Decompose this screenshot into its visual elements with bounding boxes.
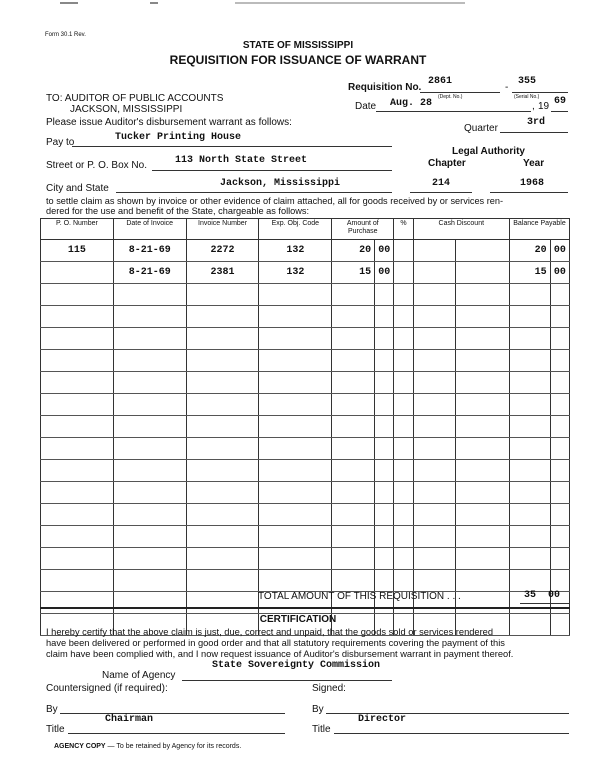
legal-authority-heading: Legal Authority [452,146,525,157]
agency-label: Name of Agency [102,670,176,681]
scan-mark [60,2,78,4]
date-cell: 8-21-69 [113,262,186,284]
scan-mark [235,2,465,4]
table-row [41,394,570,416]
cash-discount-header: Cash Discount [413,219,509,240]
right-title-value: Director [358,714,407,725]
city-value: Jackson, Mississippi [220,178,341,189]
pct-header: % [394,219,413,240]
exp-code-header: Exp. Obj. Code [259,219,332,240]
pay-to-value: Tucker Printing House [115,132,242,143]
year-line [551,111,568,112]
serial-no-caption: (Serial No.) [514,94,540,100]
certification-line-1: I hereby certify that the above claim is just, due, correct and unpaid, that the goods sold or services rendered [46,627,494,637]
amount-dollars-cell: 15 [332,262,375,284]
dept-no-line [420,92,500,93]
table-row [41,438,570,460]
state-title: STATE OF MISSISSIPPI [242,40,354,51]
po-number-header: P. O. Number [41,219,114,240]
authority-year-value: 1968 [520,178,545,189]
table-row [41,284,570,306]
balance-cents-cell: 00 [550,240,569,262]
settle-text-2: dered for the use and benefit of the State, chargeable as follows: [46,206,310,216]
title-label-right: Title [312,724,331,735]
to-auditor: TO: AUDITOR OF PUBLIC ACCOUNTS [46,93,224,104]
date-line [376,111,531,112]
form-number: Form 30.1 Rev. [45,32,86,38]
date-cell: 8-21-69 [113,240,186,262]
requisition-form-page: Form 30.1 Rev. STATE OF MISSISSIPPI REQUISITION FOR ISSUANCE OF WARRANT Requisition No. 2861 - 355 (Dept. No.) (Serial No.) TO: AUDITOR OF PUBLIC ACCOUNTS JACKSON, MISSISSIPPI Please issue Auditor's disbursement warrant as follows: Date Aug. 28 , 19 69 Quarter 3rd Pay to Tucker Printing House Legal Authority Chapter Year Street or P. O. Box No. 113 North State Street City and State Jackson, Mississippi 214 1968 to settle claim as shown by invoice or other evidence of claim attached, all for goods received by or services ren- dered for the use and benefit of the State, chargeable as follows: P. O. Number Date of Invoice Invoice Number Exp. Obj. Code Amount of Purchase % Cash Discount Balance Payable 115 8-21-69 2272 132 20 00 20 00 8-21-69 2381 132 15 00 15 00 TOTAL AMOUNT OF THIS REQUISITION . . . 35 00 CERTIFICATION I hereby certify that the above claim is just, due, correct and unpaid, that the goods sold or services rendered have been delivered or performed in good order and that all statutory requirements covering the payment of this claim have been complied with, and I now request issuance of Auditor's disbursement warrant in payment thereof. State Sovereignty Commission Name of Agency Countersigned (if required): Signed: By By Chairman Title Director Title AGENCY COPY — To be retained by Agency for its records. [0,0,596,768]
certification-line-3: claim have been complied with, and I now request issuance of Auditor's disbursement warrant in payment thereof. [46,649,514,659]
street-value: 113 North State Street [175,155,308,166]
table-row [41,416,570,438]
claims-table [40,218,570,636]
table-row [41,504,570,526]
balance-dollars-cell: 20 [509,240,550,262]
total-label: TOTAL AMOUNT OF THIS REQUISITION . . . [258,591,461,602]
document-title: REQUISITION FOR ISSUANCE OF WARRANT [169,53,427,67]
authority-year-line [490,192,568,193]
agency-value: State Sovereignty Commission [212,660,381,671]
chapter-line [410,192,472,193]
balance-header: Balance Payable [509,219,569,240]
invoice-cell: 2381 [186,262,259,284]
chapter-label: Chapter [428,158,466,169]
pay-to-label: Pay to [46,137,75,148]
agency-line [182,680,392,681]
by-line-left [60,713,285,714]
date-label: Date [355,101,377,112]
table-row [41,350,570,372]
scan-mark [150,2,158,4]
street-label: Street or P. O. Box No. [46,160,147,171]
table-row [41,526,570,548]
requisition-label: Requisition No. [348,82,422,93]
date-value: Aug. 28 [390,98,433,109]
amount-cents-cell: 00 [375,240,394,262]
section-divider [40,607,570,609]
countersigned-label: Countersigned (if required): [46,683,168,694]
by-label-left: By [46,704,58,715]
invoice-number-header: Invoice Number [186,219,259,240]
dept-no-caption: (Dept. No.) [438,94,463,100]
certification-heading: CERTIFICATION [259,614,337,625]
table-row [41,482,570,504]
to-city: JACKSON, MISSISSIPPI [70,104,183,115]
total-underline [520,603,570,604]
exp-cell: 132 [259,262,332,284]
quarter-value: 3rd [527,117,546,128]
exp-cell: 132 [259,240,332,262]
po-cell [41,262,114,284]
agency-copy-note: AGENCY COPY — To be retained by Agency for its records. [54,743,242,750]
serial-no-line [512,92,568,93]
table-row [41,306,570,328]
table-row [41,372,570,394]
quarter-label: Quarter [464,123,498,134]
serial-no-value: 355 [518,76,537,87]
invoice-date-header: Date of Invoice [113,219,186,240]
city-line [116,192,392,193]
signed-label: Signed: [312,683,346,694]
total-cents: 00 [548,590,561,601]
invoice-cell: 2272 [186,240,259,262]
amount-dollars-cell: 20 [332,240,375,262]
table-header-row [41,219,570,240]
table-row [41,570,570,592]
city-label: City and State [46,183,109,194]
certification-line-2: have been delivered or performed in good order and that all statutory requirements covering the payment of this [46,638,505,648]
amount-header: Amount of Purchase [332,219,394,240]
year-label: Year [523,158,545,169]
pay-to-line [72,146,392,147]
issue-instruction: Please issue Auditor's disbursement warrant as follows: [46,117,292,128]
title-line-left [68,733,285,734]
dept-no-value: 2861 [428,76,453,87]
po-cell: 115 [41,240,114,262]
balance-cents-cell: 00 [550,262,569,284]
year-suffix: 69 [554,96,567,107]
year-prefix: 19 [538,101,550,112]
table-row [41,240,570,262]
table-row [41,262,570,284]
balance-dollars-cell: 15 [509,262,550,284]
title-label-left: Title [46,724,65,735]
street-line [152,170,392,171]
table-row [41,548,570,570]
by-label-right: By [312,704,324,715]
quarter-line [500,132,568,133]
chapter-value: 214 [432,178,451,189]
total-dollars: 35 [524,590,537,601]
left-title-value: Chairman [105,714,154,725]
title-line-right [334,733,569,734]
settle-text-1: to settle claim as shown by invoice or other evidence of claim attached, all for goods received by or services ren- [46,196,504,206]
table-row [41,328,570,350]
amount-cents-cell: 00 [375,262,394,284]
table-row [41,460,570,482]
